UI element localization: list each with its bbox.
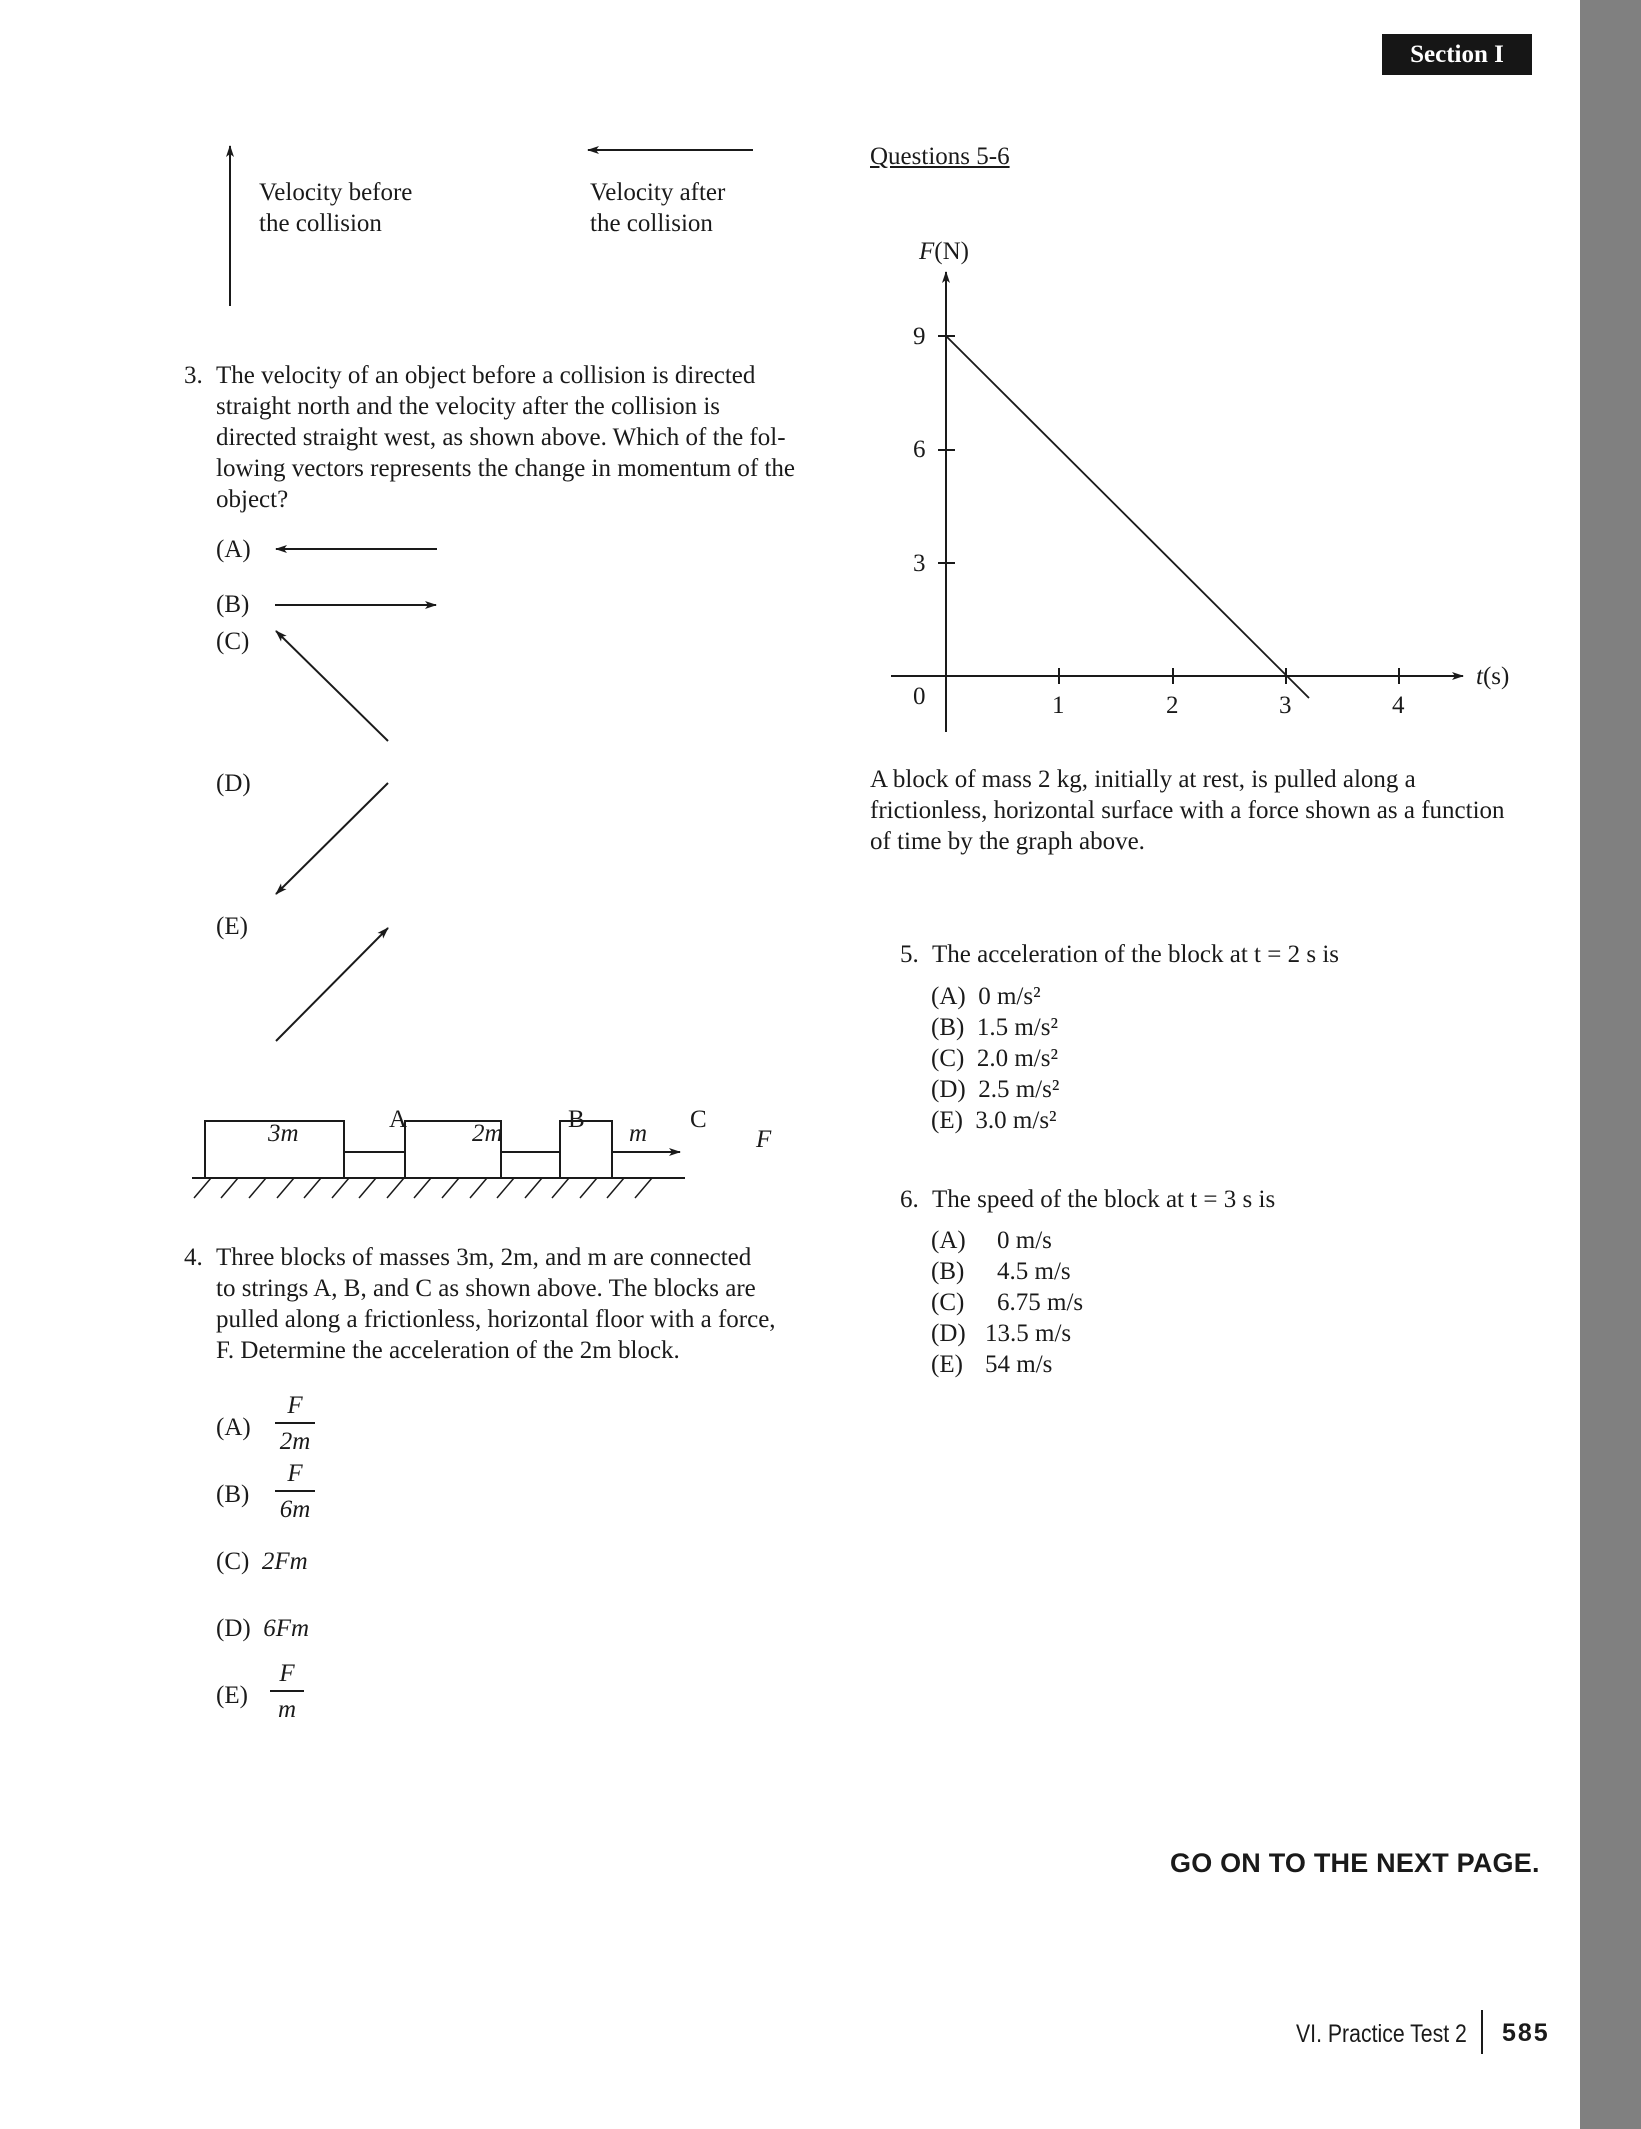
arrow-northwest-icon — [276, 631, 388, 741]
question-text: The speed of the block at t = 3 s is — [932, 1186, 1276, 1213]
string-b-label: B — [568, 1106, 585, 1133]
question-text: The acceleration of the block at t = 2 s is — [932, 941, 1340, 968]
q4-option-e[interactable]: (E) — [216, 1682, 248, 1709]
force-label: F — [756, 1126, 772, 1153]
block-2m-label: 2m — [472, 1120, 503, 1147]
question-5 — [900, 939, 1500, 979]
question-6 — [900, 1184, 1500, 1224]
q3-option-b[interactable]: (B) — [216, 591, 250, 618]
q4-option-b[interactable]: (B) — [216, 1481, 250, 1508]
q4-option-a-fraction: F 2m — [275, 1392, 315, 1456]
x-tick-2: 2 — [1166, 692, 1179, 719]
q5-option-c[interactable]: (C) 2.0 m/s² — [931, 1045, 1058, 1072]
connected-blocks-figure — [180, 1100, 800, 1210]
velocity-before-label: Velocity before the collision — [259, 179, 413, 237]
force-line — [946, 336, 1309, 698]
x-tick-3: 3 — [1279, 692, 1292, 719]
page-number: 585 — [1502, 2019, 1550, 2047]
q6-option-e[interactable]: (E) 54 m/s — [931, 1351, 1053, 1378]
question-4 — [184, 1242, 824, 1372]
question-number: 6. — [900, 1186, 919, 1213]
q4-option-b-fraction: F 6m — [275, 1460, 315, 1524]
q4-option-d[interactable]: (D) 6Fm — [216, 1615, 310, 1642]
y-tick-6: 6 — [913, 436, 926, 463]
question-text: The velocity of an object before a collision is directed straight north and the velocity after the collision is directed straight west, as shown above. Which of the fol- lowing vectors represents the change in momentum of the object? — [216, 362, 796, 513]
footer-part-label: VI. Practice Test 2 — [1296, 2020, 1467, 2048]
x-tick-4: 4 — [1392, 692, 1405, 719]
velocity-after-label: Velocity after the collision — [590, 179, 726, 237]
string-c-label: C — [690, 1106, 707, 1133]
string-a-label: A — [389, 1106, 408, 1133]
questions-5-6-intro: A block of mass 2 kg, initially at rest, is pulled along a frictionless, horizontal surface with a force shown as a function of time by the graph above. — [870, 766, 1505, 855]
page-edge-strip — [1580, 0, 1641, 2129]
block-3m-label: 3m — [268, 1120, 299, 1147]
q3-option-a[interactable]: (A) — [216, 536, 251, 563]
q4-option-c[interactable]: (C) 2Fm — [216, 1548, 308, 1575]
q4-option-e-fraction: F m — [270, 1660, 304, 1724]
question-number: 4. — [184, 1244, 203, 1271]
q6-option-d[interactable]: (D) 13.5 m/s — [931, 1320, 1072, 1347]
q4-option-a[interactable]: (A) — [216, 1414, 251, 1441]
q3-option-vectors — [260, 530, 450, 1050]
question-number: 5. — [900, 941, 919, 968]
q3-option-d[interactable]: (D) — [216, 770, 251, 797]
arrow-southwest-icon — [276, 783, 388, 894]
section-tab: Section I — [1382, 34, 1532, 75]
q5-option-e[interactable]: (E) 3.0 m/s² — [931, 1107, 1057, 1134]
block-m-label: m — [629, 1120, 648, 1147]
go-on-to-next-page: GO ON TO THE NEXT PAGE. — [1170, 1848, 1540, 1878]
origin-label: 0 — [913, 683, 926, 710]
q6-option-a[interactable]: (A) 0 m/s — [931, 1227, 1052, 1254]
q5-option-a[interactable]: (A) 0 m/s² — [931, 983, 1041, 1010]
y-tick-3: 3 — [913, 550, 926, 577]
questions-5-6-heading: Questions 5-6 — [870, 143, 1010, 170]
question-text: Three blocks of masses 3m, 2m, and m are connected to strings A, B, and C as shown above. The blocks are pulled along a frictionless, horizontal floor with a force, F. Determine the acceleration of the 2m block. — [216, 1244, 776, 1364]
question-number: 3. — [184, 362, 203, 389]
question-3 — [184, 360, 824, 520]
q5-option-d[interactable]: (D) 2.5 m/s² — [931, 1076, 1060, 1103]
footer-divider — [1481, 2010, 1483, 2054]
x-tick-1: 1 — [1052, 692, 1065, 719]
q6-option-c[interactable]: (C) 6.75 m/s — [931, 1289, 1084, 1316]
force-time-graph — [880, 230, 1520, 740]
q5-option-b[interactable]: (B) 1.5 m/s² — [931, 1014, 1058, 1041]
x-axis-label: t(s) — [1476, 663, 1510, 690]
y-tick-9: 9 — [913, 323, 926, 350]
q3-option-e[interactable]: (E) — [216, 913, 248, 940]
arrow-northeast-icon — [276, 928, 388, 1041]
y-axis-label: F(N) — [919, 238, 969, 265]
q3-option-c[interactable]: (C) — [216, 628, 250, 655]
q6-option-b[interactable]: (B) 4.5 m/s — [931, 1258, 1071, 1285]
